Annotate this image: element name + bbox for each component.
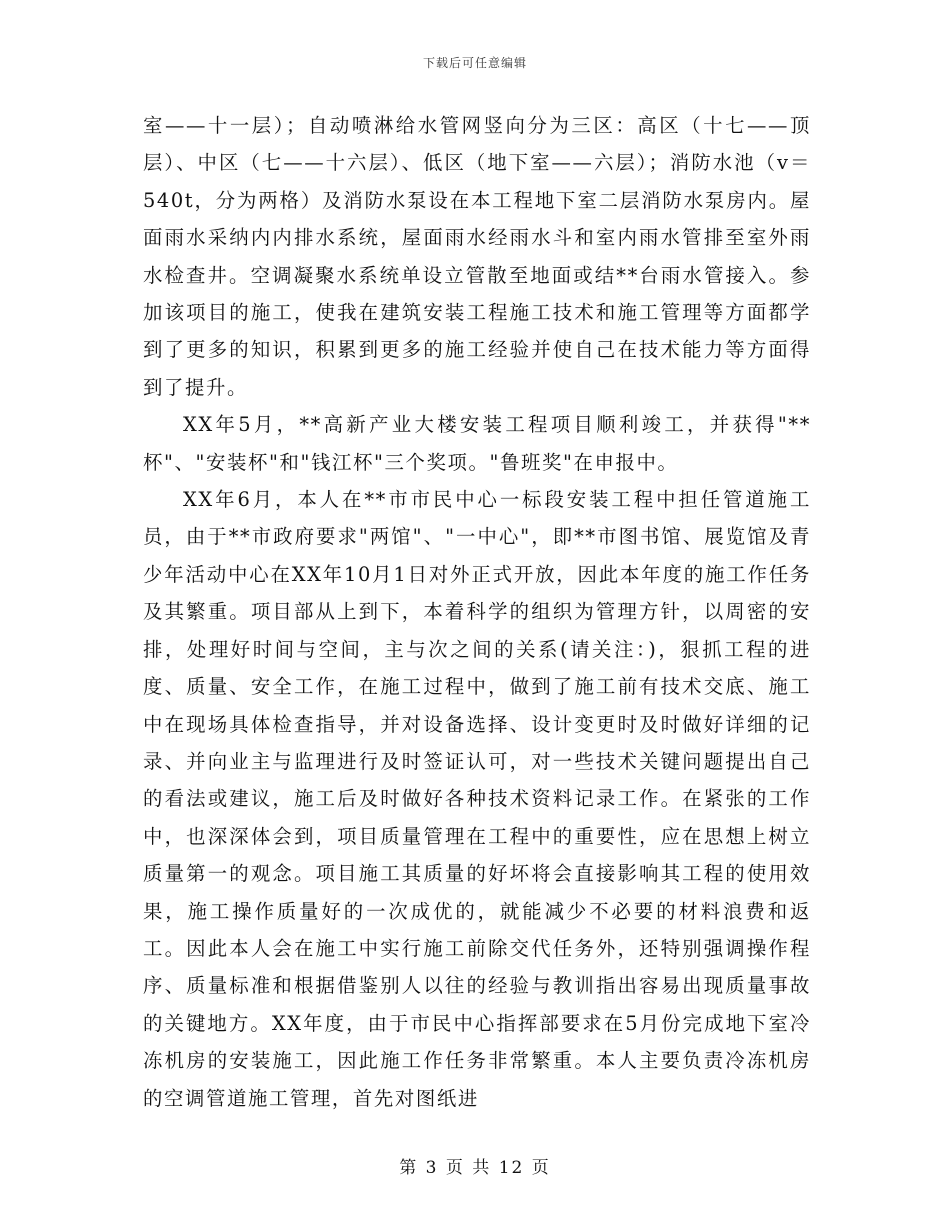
paragraph-1: 室——十一层）；自动喷淋给水管网竖向分为三区：高区（十七——顶层）、中区（七——十六层）、低区（地下室——六层）；消防水池（v＝540t，分为两格）及消防水泵设在本工程地下室二层消防水泵房内。屋面雨水采纳内内排水系统，屋面雨水经雨水斗和室内雨水管排至室外雨水检查井。空调凝聚水系统单设立管散至地面或结**台雨水管接入。参加该项目的施工，使我在建筑安装工程施工技术和施工管理等方面都学到了更多的知识，积累到更多的施工经验并使自己在技术能力等方面得到了提升。 xyxy=(143,114,811,399)
page-number-footer: 第 3 页 共 12 页 xyxy=(399,1158,551,1178)
paragraph-3: XX年6月，本人在**市市民中心一标段安装工程中担任管道施工员，由于**市政府要求"两馆"、"一中心"，即**市图书馆、展览馆及青少年活动中心在XX年10月1日对外正式开放，因此本年度的施工作任务及其繁重。项目部从上到下，本着科学的组织为管理方针，以周密的安排，处理好时间与空间，主与次之间的关系(请关注：)，狠抓工程的进度、质量、安全工作，在施工过程中，做到了施工前有技术交底、施工中在现场具体检查指导，并对设备选择、设计变更时及时做好详细的记录、并向业主与监理进行及时签证认可，对一些技术关键问题提出自己的看法或建议，施工后及时做好各种技术资料记录工作。在紧张的工作中，也深深体会到，项目质量管理在工程中的重要性，应在思想上树立质量第一的观念。项目施工其质量的好坏将会直接影响其工程的使用效果，施工操作质量好的一次成优的，就能减少不必要的材料浪费和返工。因此本人会在施工中实行施工前除交代任务外，还特别强调操作程序、质量标准和根据借鉴别人以往的经验与教训指出容易出现质量事故的关键地方。XX年度，由于市民中心指挥部要求在5月份完成地下室冷冻机房的安装施工，因此施工作任务非常繁重。本人主要负责冷冻机房的空调管道施工管理，首先对图纸进 xyxy=(143,488,811,1110)
document-body xyxy=(143,107,811,1117)
paragraph-2: XX年5月，**高新产业大楼安装工程项目顺利竣工，并获得"**杯"、"安装杯"和"钱江杯"三个奖项。"鲁班奖"在申报中。 xyxy=(143,413,811,474)
page-header: 下载后可任意编辑 xyxy=(422,56,527,70)
